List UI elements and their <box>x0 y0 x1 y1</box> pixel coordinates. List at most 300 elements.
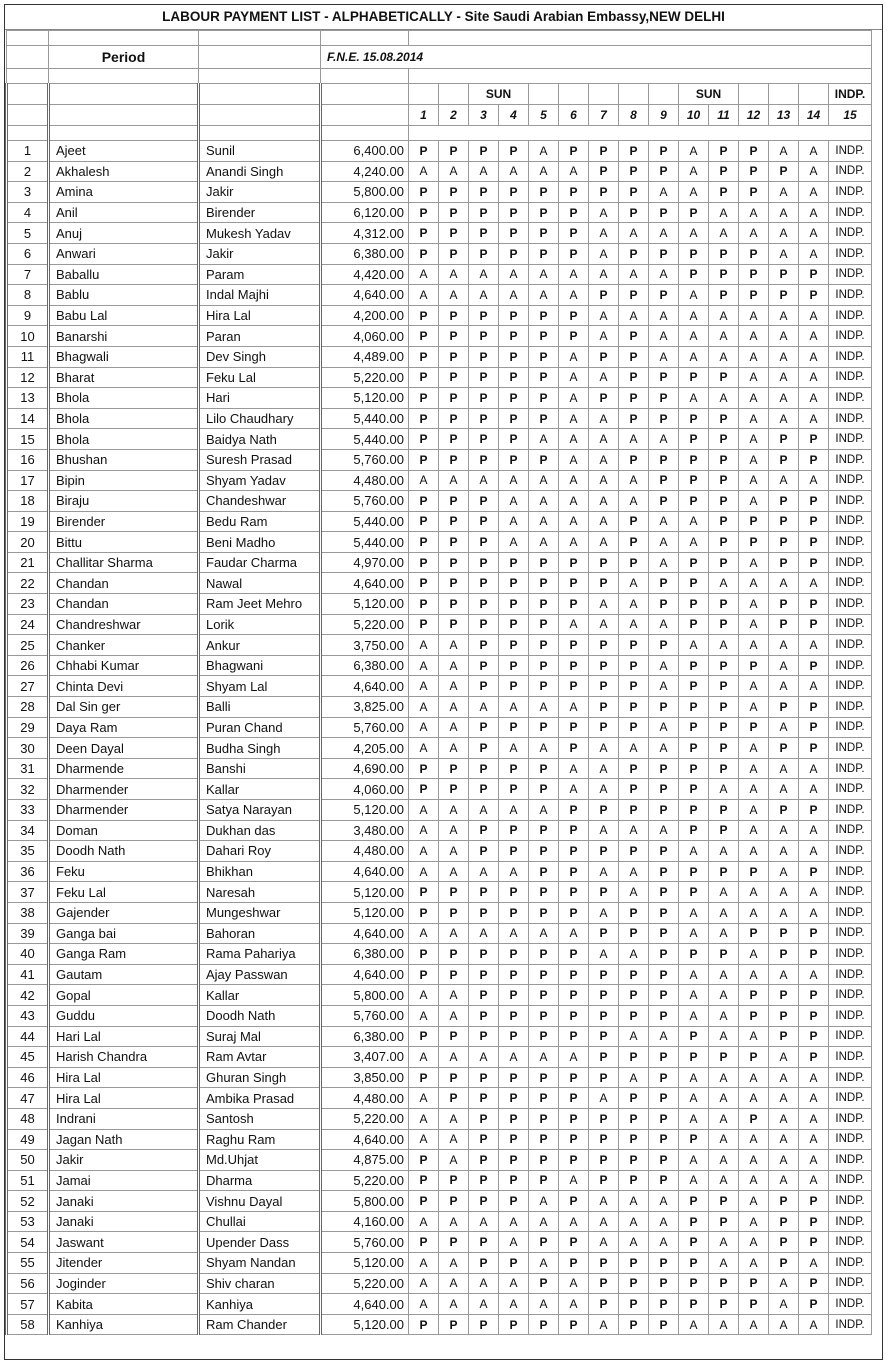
serial-number: 34 <box>7 820 49 841</box>
attendance-mark: P <box>709 676 739 697</box>
attendance-mark: A <box>799 841 829 862</box>
attendance-mark: P <box>469 779 499 800</box>
attendance-mark: P <box>679 1253 709 1274</box>
attendance-mark: P <box>679 243 709 264</box>
attendance-mark: P <box>529 841 559 862</box>
father-name: Anandi Singh <box>199 161 321 182</box>
attendance-mark: A <box>439 697 469 718</box>
attendance-mark: P <box>709 491 739 512</box>
wage-amount: 3,480.00 <box>321 820 409 841</box>
attendance-mark: P <box>769 944 799 965</box>
attendance-mark: A <box>559 1170 589 1191</box>
attendance-mark: P <box>589 923 619 944</box>
attendance-mark: P <box>529 861 559 882</box>
attendance-mark: P <box>649 697 679 718</box>
attendance-mark: A <box>739 676 769 697</box>
attendance-mark: P <box>619 182 649 203</box>
attendance-mark: P <box>469 449 499 470</box>
attendance-mark: A <box>529 161 559 182</box>
attendance-mark: P <box>709 161 739 182</box>
attendance-mark: A <box>799 964 829 985</box>
attendance-mark: A <box>409 264 439 285</box>
table-row <box>7 635 872 656</box>
attendance-mark: A <box>499 264 529 285</box>
attendance-mark: P <box>589 1273 619 1294</box>
attendance-mark: P <box>469 1067 499 1088</box>
attendance-mark: P <box>799 594 829 615</box>
attendance-mark: P <box>409 964 439 985</box>
attendance-mark: P <box>499 346 529 367</box>
table-row <box>7 1047 872 1068</box>
attendance-mark: P <box>499 1088 529 1109</box>
holiday-mark: INDP. <box>829 511 872 532</box>
table-row <box>7 532 872 553</box>
attendance-mark: A <box>559 388 589 409</box>
holiday-mark: INDP. <box>829 1129 872 1150</box>
serial-number: 46 <box>7 1067 49 1088</box>
attendance-mark: A <box>739 326 769 347</box>
attendance-mark: A <box>469 1047 499 1068</box>
wage-amount: 5,760.00 <box>321 1232 409 1253</box>
labour-name: Bablu <box>49 285 199 306</box>
serial-number: 8 <box>7 285 49 306</box>
attendance-mark: P <box>439 779 469 800</box>
wage-amount: 5,120.00 <box>321 1314 409 1335</box>
attendance-mark: P <box>499 1314 529 1335</box>
father-name: Birender <box>199 202 321 223</box>
attendance-mark: P <box>409 511 439 532</box>
attendance-mark: A <box>439 676 469 697</box>
attendance-mark: A <box>499 1232 529 1253</box>
serial-number: 4 <box>7 202 49 223</box>
attendance-mark: A <box>409 655 439 676</box>
attendance-mark: P <box>409 367 439 388</box>
attendance-mark: A <box>589 470 619 491</box>
labour-name: Dharmender <box>49 779 199 800</box>
attendance-mark: P <box>409 1314 439 1335</box>
attendance-mark: A <box>769 758 799 779</box>
attendance-mark: P <box>529 902 559 923</box>
attendance-mark: A <box>589 449 619 470</box>
attendance-mark: A <box>769 882 799 903</box>
wage-amount: 4,160.00 <box>321 1211 409 1232</box>
wage-amount: 4,060.00 <box>321 326 409 347</box>
attendance-mark: P <box>469 552 499 573</box>
attendance-mark: A <box>739 573 769 594</box>
attendance-mark: P <box>799 697 829 718</box>
attendance-mark: P <box>469 305 499 326</box>
attendance-mark: P <box>679 264 709 285</box>
attendance-mark: P <box>409 223 439 244</box>
attendance-mark: P <box>709 141 739 162</box>
attendance-mark: A <box>409 1253 439 1274</box>
attendance-mark: A <box>649 305 679 326</box>
attendance-mark: A <box>769 326 799 347</box>
table-row <box>7 820 872 841</box>
table-row <box>7 305 872 326</box>
attendance-mark: A <box>769 223 799 244</box>
wage-amount: 4,690.00 <box>321 758 409 779</box>
attendance-mark: P <box>649 923 679 944</box>
attendance-mark: P <box>619 841 649 862</box>
attendance-mark: P <box>649 449 679 470</box>
attendance-mark: P <box>679 470 709 491</box>
attendance-mark: P <box>499 449 529 470</box>
attendance-mark: P <box>739 243 769 264</box>
wage-amount: 5,120.00 <box>321 882 409 903</box>
attendance-mark: P <box>649 1170 679 1191</box>
attendance-mark: P <box>469 243 499 264</box>
attendance-mark: P <box>409 1067 439 1088</box>
attendance-mark: P <box>469 182 499 203</box>
attendance-mark: A <box>439 1108 469 1129</box>
labour-name: Anuj <box>49 223 199 244</box>
attendance-mark: P <box>709 1191 739 1212</box>
attendance-mark: A <box>469 1273 499 1294</box>
attendance-mark: P <box>709 429 739 450</box>
attendance-mark: P <box>679 429 709 450</box>
attendance-mark: A <box>769 635 799 656</box>
attendance-mark: A <box>799 902 829 923</box>
labour-name: Feku Lal <box>49 882 199 903</box>
wage-amount: 6,400.00 <box>321 141 409 162</box>
attendance-mark: P <box>799 429 829 450</box>
table-row <box>7 1211 872 1232</box>
attendance-mark: P <box>469 223 499 244</box>
labour-name: Bhola <box>49 408 199 429</box>
wage-amount: 5,120.00 <box>321 1253 409 1274</box>
attendance-mark: P <box>649 902 679 923</box>
wage-amount: 5,220.00 <box>321 367 409 388</box>
attendance-mark: A <box>769 902 799 923</box>
wage-amount: 3,825.00 <box>321 697 409 718</box>
attendance-mark: P <box>589 573 619 594</box>
attendance-mark: P <box>799 532 829 553</box>
wage-amount: 5,800.00 <box>321 182 409 203</box>
attendance-mark: A <box>709 882 739 903</box>
attendance-mark: P <box>619 655 649 676</box>
father-name: Shyam Yadav <box>199 470 321 491</box>
holiday-mark: INDP. <box>829 552 872 573</box>
attendance-mark: P <box>439 902 469 923</box>
attendance-mark: A <box>709 573 739 594</box>
attendance-mark: P <box>589 676 619 697</box>
father-name: Nawal <box>199 573 321 594</box>
attendance-mark: P <box>499 882 529 903</box>
attendance-mark: A <box>469 1294 499 1315</box>
labour-name: Dharmender <box>49 800 199 821</box>
attendance-mark: A <box>769 182 799 203</box>
labour-name: Dharmende <box>49 758 199 779</box>
attendance-mark: P <box>499 594 529 615</box>
attendance-mark: A <box>439 1253 469 1274</box>
attendance-mark: A <box>739 429 769 450</box>
attendance-mark: A <box>739 1026 769 1047</box>
attendance-mark: P <box>649 594 679 615</box>
attendance-mark: P <box>649 141 679 162</box>
father-name: Dukhan das <box>199 820 321 841</box>
attendance-mark: P <box>499 408 529 429</box>
attendance-mark: P <box>679 779 709 800</box>
father-name: Upender Dass <box>199 1232 321 1253</box>
wage-amount: 5,220.00 <box>321 1108 409 1129</box>
attendance-mark: A <box>499 161 529 182</box>
attendance-mark: A <box>619 470 649 491</box>
attendance-mark: P <box>619 1005 649 1026</box>
attendance-mark: A <box>709 202 739 223</box>
serial-number: 12 <box>7 367 49 388</box>
serial-number: 7 <box>7 264 49 285</box>
wage-amount: 3,750.00 <box>321 635 409 656</box>
labour-name: Jagan Nath <box>49 1129 199 1150</box>
attendance-mark: P <box>529 1026 559 1047</box>
attendance-mark: A <box>529 738 559 759</box>
attendance-mark: P <box>559 820 589 841</box>
attendance-mark: A <box>739 882 769 903</box>
wage-amount: 4,480.00 <box>321 1088 409 1109</box>
attendance-mark: P <box>439 243 469 264</box>
father-name: Suresh Prasad <box>199 449 321 470</box>
attendance-mark: A <box>499 470 529 491</box>
table-row <box>7 697 872 718</box>
labour-name: Biraju <box>49 491 199 512</box>
father-name: Mukesh Yadav <box>199 223 321 244</box>
attendance-mark: A <box>709 305 739 326</box>
attendance-mark: P <box>439 882 469 903</box>
serial-number: 33 <box>7 800 49 821</box>
attendance-mark: P <box>649 285 679 306</box>
attendance-mark: P <box>499 1005 529 1026</box>
attendance-mark: P <box>409 1026 439 1047</box>
attendance-mark: P <box>679 676 709 697</box>
attendance-mark: A <box>739 594 769 615</box>
attendance-mark: P <box>679 1047 709 1068</box>
attendance-mark: P <box>769 594 799 615</box>
wage-amount: 6,380.00 <box>321 243 409 264</box>
attendance-mark: A <box>559 346 589 367</box>
attendance-mark: A <box>649 655 679 676</box>
father-name: Faudar Charma <box>199 552 321 573</box>
attendance-mark: P <box>469 532 499 553</box>
attendance-mark: P <box>619 326 649 347</box>
attendance-mark: A <box>739 367 769 388</box>
attendance-mark: A <box>769 861 799 882</box>
attendance-mark: A <box>589 243 619 264</box>
day-header: 10 <box>679 105 709 126</box>
table-row <box>7 1273 872 1294</box>
serial-number: 30 <box>7 738 49 759</box>
serial-number: 40 <box>7 944 49 965</box>
labour-name: Chandreshwar <box>49 614 199 635</box>
attendance-mark: A <box>589 408 619 429</box>
attendance-mark: P <box>769 1253 799 1274</box>
attendance-mark: P <box>739 285 769 306</box>
attendance-mark: A <box>769 820 799 841</box>
attendance-mark: P <box>409 758 439 779</box>
attendance-mark: A <box>559 923 589 944</box>
attendance-mark: P <box>409 573 439 594</box>
wage-amount: 5,220.00 <box>321 614 409 635</box>
attendance-mark: P <box>709 264 739 285</box>
attendance-mark: P <box>529 388 559 409</box>
attendance-mark: P <box>409 408 439 429</box>
attendance-mark: P <box>439 326 469 347</box>
attendance-mark: A <box>469 285 499 306</box>
serial-number: 11 <box>7 346 49 367</box>
labour-name: Joginder <box>49 1273 199 1294</box>
attendance-mark: A <box>439 1129 469 1150</box>
attendance-mark: A <box>439 923 469 944</box>
wage-amount: 5,440.00 <box>321 532 409 553</box>
attendance-mark: P <box>499 1191 529 1212</box>
labour-name: Babu Lal <box>49 305 199 326</box>
attendance-mark: P <box>499 1026 529 1047</box>
attendance-mark: P <box>409 243 439 264</box>
serial-number: 55 <box>7 1253 49 1274</box>
attendance-mark: A <box>619 738 649 759</box>
attendance-mark: A <box>799 1129 829 1150</box>
labour-name: Bipin <box>49 470 199 491</box>
table-row <box>7 470 872 491</box>
holiday-mark: INDP. <box>829 367 872 388</box>
attendance-mark: P <box>469 141 499 162</box>
attendance-mark: A <box>799 1314 829 1335</box>
attendance-mark: P <box>709 532 739 553</box>
holiday-mark: INDP. <box>829 1191 872 1212</box>
attendance-mark: P <box>469 202 499 223</box>
attendance-mark: A <box>679 1150 709 1171</box>
table-row <box>7 861 872 882</box>
attendance-mark: A <box>769 1108 799 1129</box>
attendance-mark: P <box>589 388 619 409</box>
attendance-mark: P <box>619 367 649 388</box>
attendance-mark: A <box>709 1088 739 1109</box>
labour-name: Bharat <box>49 367 199 388</box>
attendance-mark: P <box>649 1005 679 1026</box>
day-header: 5 <box>529 105 559 126</box>
attendance-mark: P <box>799 1026 829 1047</box>
attendance-mark: P <box>679 861 709 882</box>
serial-number: 56 <box>7 1273 49 1294</box>
wage-amount: 4,970.00 <box>321 552 409 573</box>
attendance-mark: P <box>559 573 589 594</box>
attendance-mark: P <box>709 1047 739 1068</box>
attendance-mark: P <box>499 614 529 635</box>
attendance-mark: P <box>619 1047 649 1068</box>
attendance-mark: A <box>679 511 709 532</box>
attendance-mark: A <box>619 820 649 841</box>
attendance-mark: P <box>739 985 769 1006</box>
attendance-mark: P <box>559 141 589 162</box>
attendance-mark: A <box>559 491 589 512</box>
attendance-mark: A <box>589 779 619 800</box>
attendance-mark: P <box>649 573 679 594</box>
attendance-mark: A <box>439 1047 469 1068</box>
attendance-mark: P <box>529 305 559 326</box>
attendance-mark: P <box>409 779 439 800</box>
attendance-mark: A <box>799 367 829 388</box>
attendance-mark: P <box>799 944 829 965</box>
attendance-mark: P <box>409 944 439 965</box>
attendance-mark: P <box>469 1005 499 1026</box>
labour-name: Dal Sin ger <box>49 697 199 718</box>
serial-number: 25 <box>7 635 49 656</box>
holiday-mark: INDP. <box>829 305 872 326</box>
table-row <box>7 1253 872 1274</box>
attendance-mark: A <box>769 573 799 594</box>
attendance-mark: P <box>409 532 439 553</box>
father-name: Rama Pahariya <box>199 944 321 965</box>
attendance-mark: A <box>559 367 589 388</box>
attendance-mark: A <box>679 141 709 162</box>
attendance-mark: P <box>679 882 709 903</box>
attendance-mark: P <box>439 223 469 244</box>
attendance-mark: P <box>529 449 559 470</box>
attendance-mark: P <box>739 655 769 676</box>
attendance-mark: P <box>649 944 679 965</box>
attendance-mark: P <box>529 614 559 635</box>
attendance-mark: A <box>619 491 649 512</box>
holiday-mark: INDP. <box>829 676 872 697</box>
attendance-mark: A <box>409 676 439 697</box>
wage-amount: 5,760.00 <box>321 717 409 738</box>
attendance-mark: A <box>769 676 799 697</box>
attendance-mark: A <box>649 614 679 635</box>
attendance-mark: P <box>499 202 529 223</box>
attendance-mark: A <box>559 511 589 532</box>
attendance-mark: P <box>529 326 559 347</box>
attendance-mark: A <box>769 1314 799 1335</box>
serial-number: 10 <box>7 326 49 347</box>
attendance-mark: P <box>649 841 679 862</box>
attendance-mark: P <box>709 449 739 470</box>
attendance-mark: P <box>649 779 679 800</box>
attendance-mark: P <box>589 655 619 676</box>
attendance-mark: A <box>679 1067 709 1088</box>
attendance-mark: P <box>649 1047 679 1068</box>
attendance-mark: A <box>589 594 619 615</box>
attendance-mark: A <box>589 305 619 326</box>
attendance-mark: P <box>769 1005 799 1026</box>
attendance-mark: P <box>739 923 769 944</box>
attendance-mark: A <box>769 964 799 985</box>
attendance-mark: A <box>409 717 439 738</box>
attendance-mark: A <box>739 491 769 512</box>
attendance-mark: P <box>439 305 469 326</box>
attendance-mark: A <box>739 346 769 367</box>
attendance-mark: P <box>559 305 589 326</box>
wage-amount: 4,240.00 <box>321 161 409 182</box>
father-name: Beni Madho <box>199 532 321 553</box>
attendance-mark: P <box>439 614 469 635</box>
attendance-mark: P <box>709 367 739 388</box>
attendance-mark: A <box>499 923 529 944</box>
holiday-mark: INDP. <box>829 408 872 429</box>
table-row <box>7 367 872 388</box>
attendance-mark: P <box>799 449 829 470</box>
holiday-mark: INDP. <box>829 820 872 841</box>
attendance-mark: P <box>469 758 499 779</box>
attendance-mark: P <box>769 449 799 470</box>
serial-number: 1 <box>7 141 49 162</box>
attendance-mark: A <box>409 285 439 306</box>
attendance-mark: P <box>499 326 529 347</box>
attendance-mark: A <box>799 346 829 367</box>
wage-amount: 4,640.00 <box>321 1294 409 1315</box>
attendance-mark: P <box>679 1232 709 1253</box>
table-row <box>7 594 872 615</box>
attendance-mark: P <box>559 1088 589 1109</box>
